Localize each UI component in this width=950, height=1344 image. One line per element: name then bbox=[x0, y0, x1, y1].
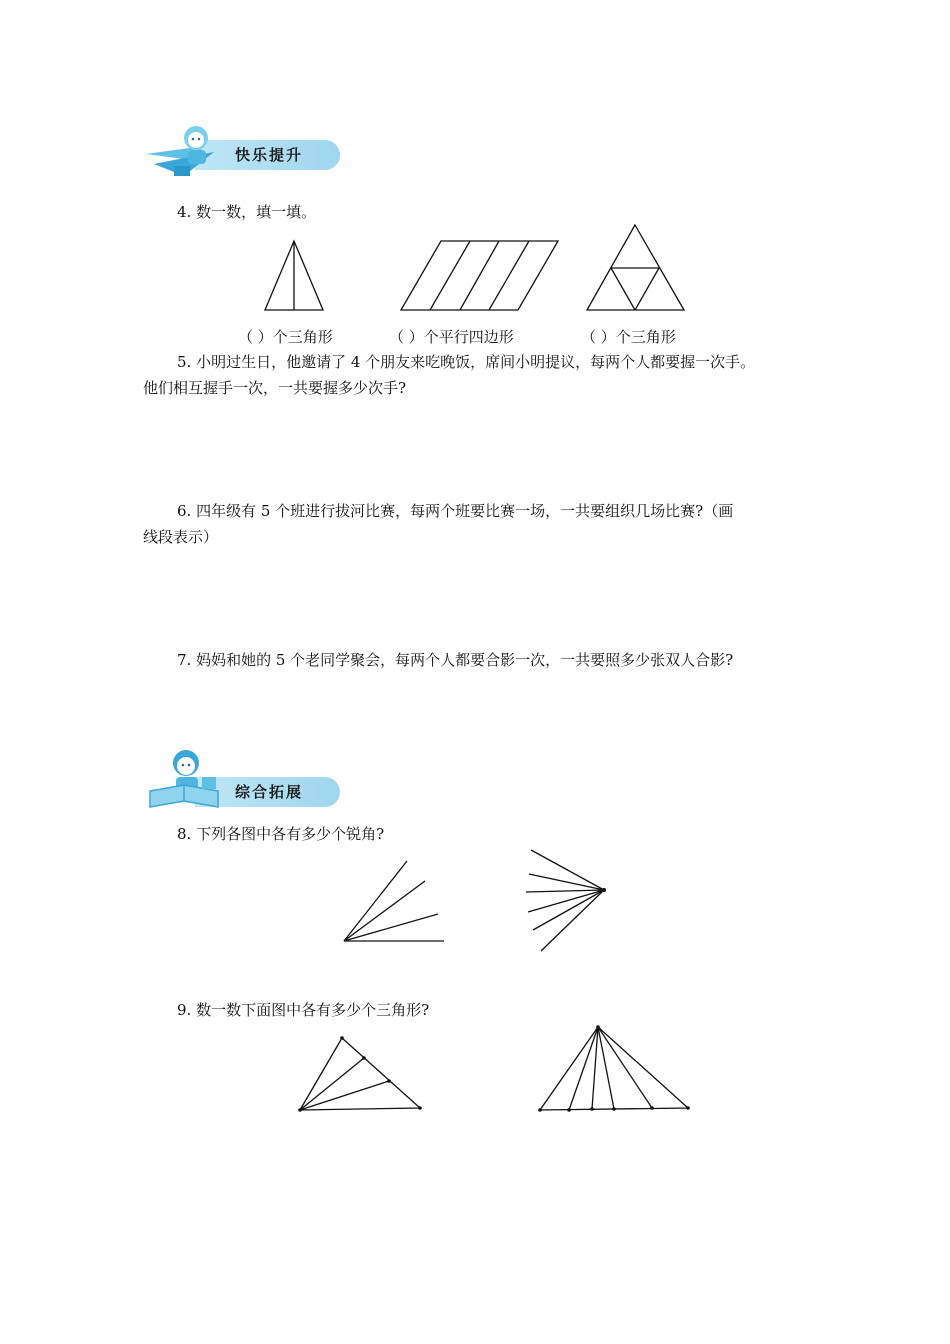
question-5-line-2: 他们相互握手一次，一共要握多少次手? bbox=[143, 379, 407, 397]
question-7: 7. 妈妈和她的 5 个老同学聚会，每两个人都要合影一次，一共要照多少张双人合影? bbox=[177, 651, 734, 669]
section-title: 快乐提升 bbox=[235, 146, 304, 164]
question-8: 8. 下列各图中各有多少个锐角? bbox=[177, 825, 385, 843]
question-5-line-1: 5. 小明过生日，他邀请了 4 个朋友来吃晚饭，席间小明提议，每两个人都要握一次手。 bbox=[177, 353, 756, 371]
section-title: 综合拓展 bbox=[235, 783, 304, 801]
caption-triangles-2: （ ）个三角形 bbox=[581, 328, 676, 346]
question-4: 4. 数一数，填一填。 bbox=[177, 203, 317, 221]
question-6-line-1: 6. 四年级有 5 个班进行拔河比赛，每两个班要比赛一场，一共要组织几场比赛?（画 bbox=[177, 502, 734, 520]
caption-triangles-1: （ ）个三角形 bbox=[238, 328, 333, 346]
question-9: 9. 数一数下面图中各有多少个三角形? bbox=[177, 1001, 430, 1019]
question-6-line-2: 线段表示） bbox=[143, 528, 219, 546]
caption-parallelograms: （ ）个平行四边形 bbox=[389, 328, 514, 346]
